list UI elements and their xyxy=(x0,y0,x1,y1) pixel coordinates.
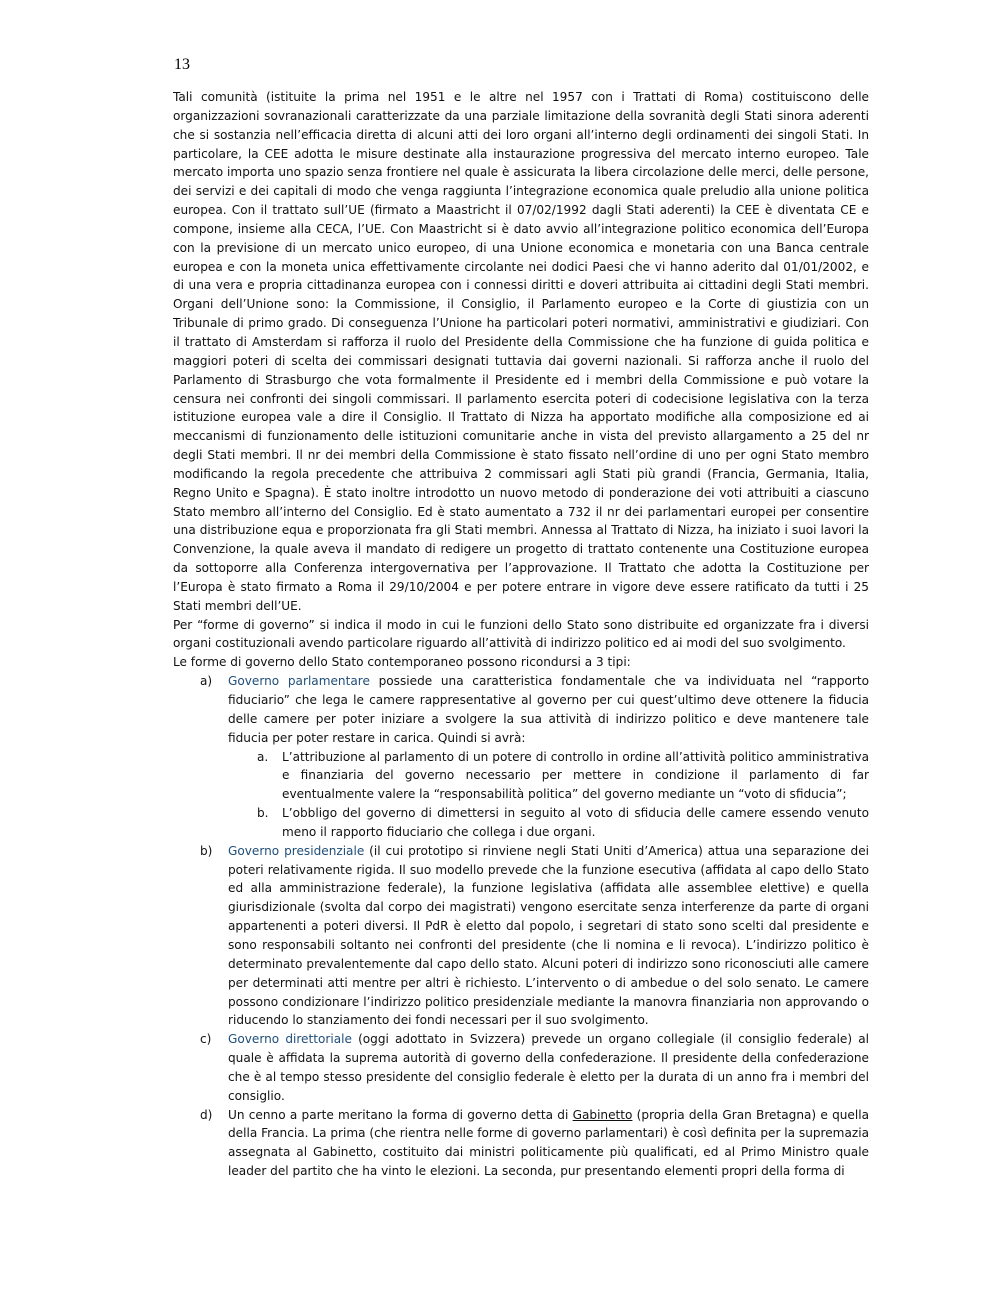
term-parliamentary-government: Governo parlamentare xyxy=(228,674,370,689)
list-item-text: (propria della Gran Bretagna) e quella della Francia. La prima (che rientra nelle forme di governo parlamentari) è così definita per la supremazia assegnata al Gabinetto, costituito dai ministri politicamente più qualificati, ed al Primo Ministro quale leader del partito che ha vinto le elezioni. La seconda, pur presentando elementi propri della forma di xyxy=(228,1107,869,1179)
sub-item-resign xyxy=(228,804,869,842)
paragraph-forms-intro: Le forme di governo dello Stato contemporaneo possono ricondursi a 3 tipi: xyxy=(173,655,631,670)
list-marker: a) xyxy=(200,674,213,689)
document-body xyxy=(173,88,869,1181)
term-cabinet: Gabinetto xyxy=(572,1107,633,1122)
sub-item-control xyxy=(228,748,869,805)
list-item-text: (oggi adottato in Svizzera) prevede un organo collegiale (il consiglio federale) al quale è affidata la suprema autorità di governo della confederazione. Il presidente della confederazione che è al tempo stesso presidente del consiglio federale è eletto per la durata di un anno fra i membri del consiglio. xyxy=(228,1032,869,1103)
list-item-text: (il cui prototipo si rinviene negli Stati Uniti d’America) attua una separazione dei poteri relativamente rigida. Il suo modello prevede che la funzione esecutiva (affidata al capo dello Stato ed alla amministrazione federale), la funzione legislativa (affidata alle assemblee elettive) e quella giurisdizionale (svolta dal corpo dei magistrati) vengono esercitate senza interferenze da parte di organi appartenenti a poteri diversi. Il PdR è eletto dal popolo, i segretari di stato sono scelti dal presidente e sono responsabili soltanto nei confronti del presidente (che li nomina e li revoca). L’indirizzo politico è determinato prevalentemente dal capo dello stato. Alcuni poteri di indirizzo sono riconosciuti alle camere per determinati atti mentre per altri è richiesto. L’intervento o di ambedue o del solo senato. Le camere possono condizionare l’indirizzo politico presidenziale mediante la manovra finanziaria non approvando o riducendo lo stanziamento dei fondi necessari per il suo svolgimento. xyxy=(228,843,869,1028)
term-presidential-government: Governo presidenziale xyxy=(228,843,365,858)
page-number: 13 xyxy=(174,56,190,73)
sub-list xyxy=(228,748,869,842)
paragraph-forms-definition: Per “forme di governo” si indica il modo in cui le funzioni dello Stato sono distribuite ed organizzate fra i diversi organi costituzionali avendo particolare riguardo all’attività di indirizzo politico ed ai modi del suo svolgimento. xyxy=(173,617,869,651)
list-item-cabinet xyxy=(173,1106,869,1181)
term-directorial-government: Governo direttoriale xyxy=(228,1032,352,1047)
paragraph-communities: Tali comunità (istituite la prima nel 1951 e le altre nel 1957 con i Trattati di Roma) costituiscono delle organizzazioni sovranazionali caratterizzate da una parziale limitazione della sovranità degli Stati sinora aderenti che si sostanzia nell’efficacia diretta di alcuni atti dei loro organi all’interno degli ordinamenti dei singoli Stati. In particolare, la CEE adotta le misure destinate alla instaurazione progressiva del mercato interno europeo. Tale mercato importa uno spazio senza frontiere nel quale è assicurata la libera circolazione delle merci, delle persone, dei servizi e dei capitali di modo che venga raggiunta l’integrazione economica quale preludio alla unione politica europea. Con il trattato sull’UE (firmato a Maastricht il 07/02/1992 dagli Stati aderenti) la CEE è diventata CE e compone, insieme alla CECA, l’UE. Con Maastricht si è dato avvio all’integrazione politico economica dell’Europa con la previsione di un mercato unico europeo, di una Unione economica e monetaria con una Banca centrale europea e con la moneta unica effettivamente circolante nei dodici Paesi che vi hanno aderito dal 01/01/2002, e di una vera e propria cittadinanza europea con i connessi diritti e doveri attribuita ai cittadini degli Stati membri. Organi dell’Unione sono: la Commissione, il Consiglio, il Parlamento europeo e la Corte di giustizia con un Tribunale di primo grado. Di conseguenza l’Unione ha particolari poteri normativi, amministrativi e giudiziari. Con il trattato di Amsterdam si rafforza il ruolo del Presidente della Commissione che ha funzione di guida politica e maggiori poteri di scelta dei commissari designati tuttavia dai governi nazionali. Si rafforza anche il ruolo del Parlamento di Strasburgo che vota formalmente il Presidente ed i membri della Commissione e può votare la censura nei confronti dei singoli commissari. Il parlamento esercita poteri di codecisione legislativa con la terza istituzione europea vale a dire il Consiglio. Il Trattato di Nizza ha apportato modifiche alla composizione ed ai meccanismi di funzionamento delle istituzioni comunitarie anche in vista del previsto allargamento a 25 del nr degli Stati membri. Il nr dei membri della Commissione è stato fissato nell’ordine di uno per ogni Stato membro modificando la regola precedente che attribuiva 2 commissari agli Stati più grandi (Francia, Germania, Italia, Regno Unito e Spagna). È stato inoltre introdotto un nuovo metodo di ponderazione dei voti attribuiti a ciascuno Stato membro all’interno del Consiglio. Ed è stato aumentato a 732 il nr dei parlamentari europei per consentire una distribuzione equa e proporzionata fra gli Stati membri. Annessa al Trattato di Nizza, ha iniziato i suoi lavori la Convenzione, la quale aveva il mandato di redigere un progetto di trattato contenente una Costituzione europea da sottoporre alla Conferenza intergovernativa per l’approvazione. Il Trattato che adotta la Costituzione per l’Europa è stato firmato a Roma il 29/10/2004 e per potere entrare in vigore deve essere ratificato da tutti i 25 Stati membri dell’UE. xyxy=(173,90,869,613)
list-item-presidential xyxy=(173,842,869,1030)
sub-item-text: L’obbligo del governo di dimettersi in seguito al voto di sfiducia delle camere essendo venuto meno il rapporto fiduciario che collega i due organi. xyxy=(282,806,869,839)
list-item-parliamentary xyxy=(173,672,869,842)
sub-marker: b. xyxy=(257,806,269,821)
list-marker: c) xyxy=(200,1032,212,1047)
list-item-directorial xyxy=(173,1030,869,1105)
sub-marker: a. xyxy=(257,749,269,764)
list-marker: d) xyxy=(200,1107,213,1122)
list-marker: b) xyxy=(200,843,213,858)
forms-of-government-list xyxy=(173,672,869,1181)
sub-item-text: L’attribuzione al parlamento di un potere di controllo in ordine all’attività politico amministrativa e finanziaria del governo necessario per mettere in condizione il parlamento di far eventualmente valere la “responsabilità politica” del governo mediante un “voto di sfiducia”; xyxy=(282,749,869,802)
list-item-text: possiede una caratteristica fondamentale che va individuata nel “rapporto fiduciario” che lega le camere rappresentative al governo per cui quest’ultimo deve ottenere la fiducia delle camere per poter iniziare a svolgere la sua attività di indirizzo politico e deve mantenere tale fiducia per poter restare in carica. Quindi si avrà: xyxy=(228,674,869,745)
list-item-text: Un cenno a parte meritano la forma di governo detta di xyxy=(228,1107,573,1122)
